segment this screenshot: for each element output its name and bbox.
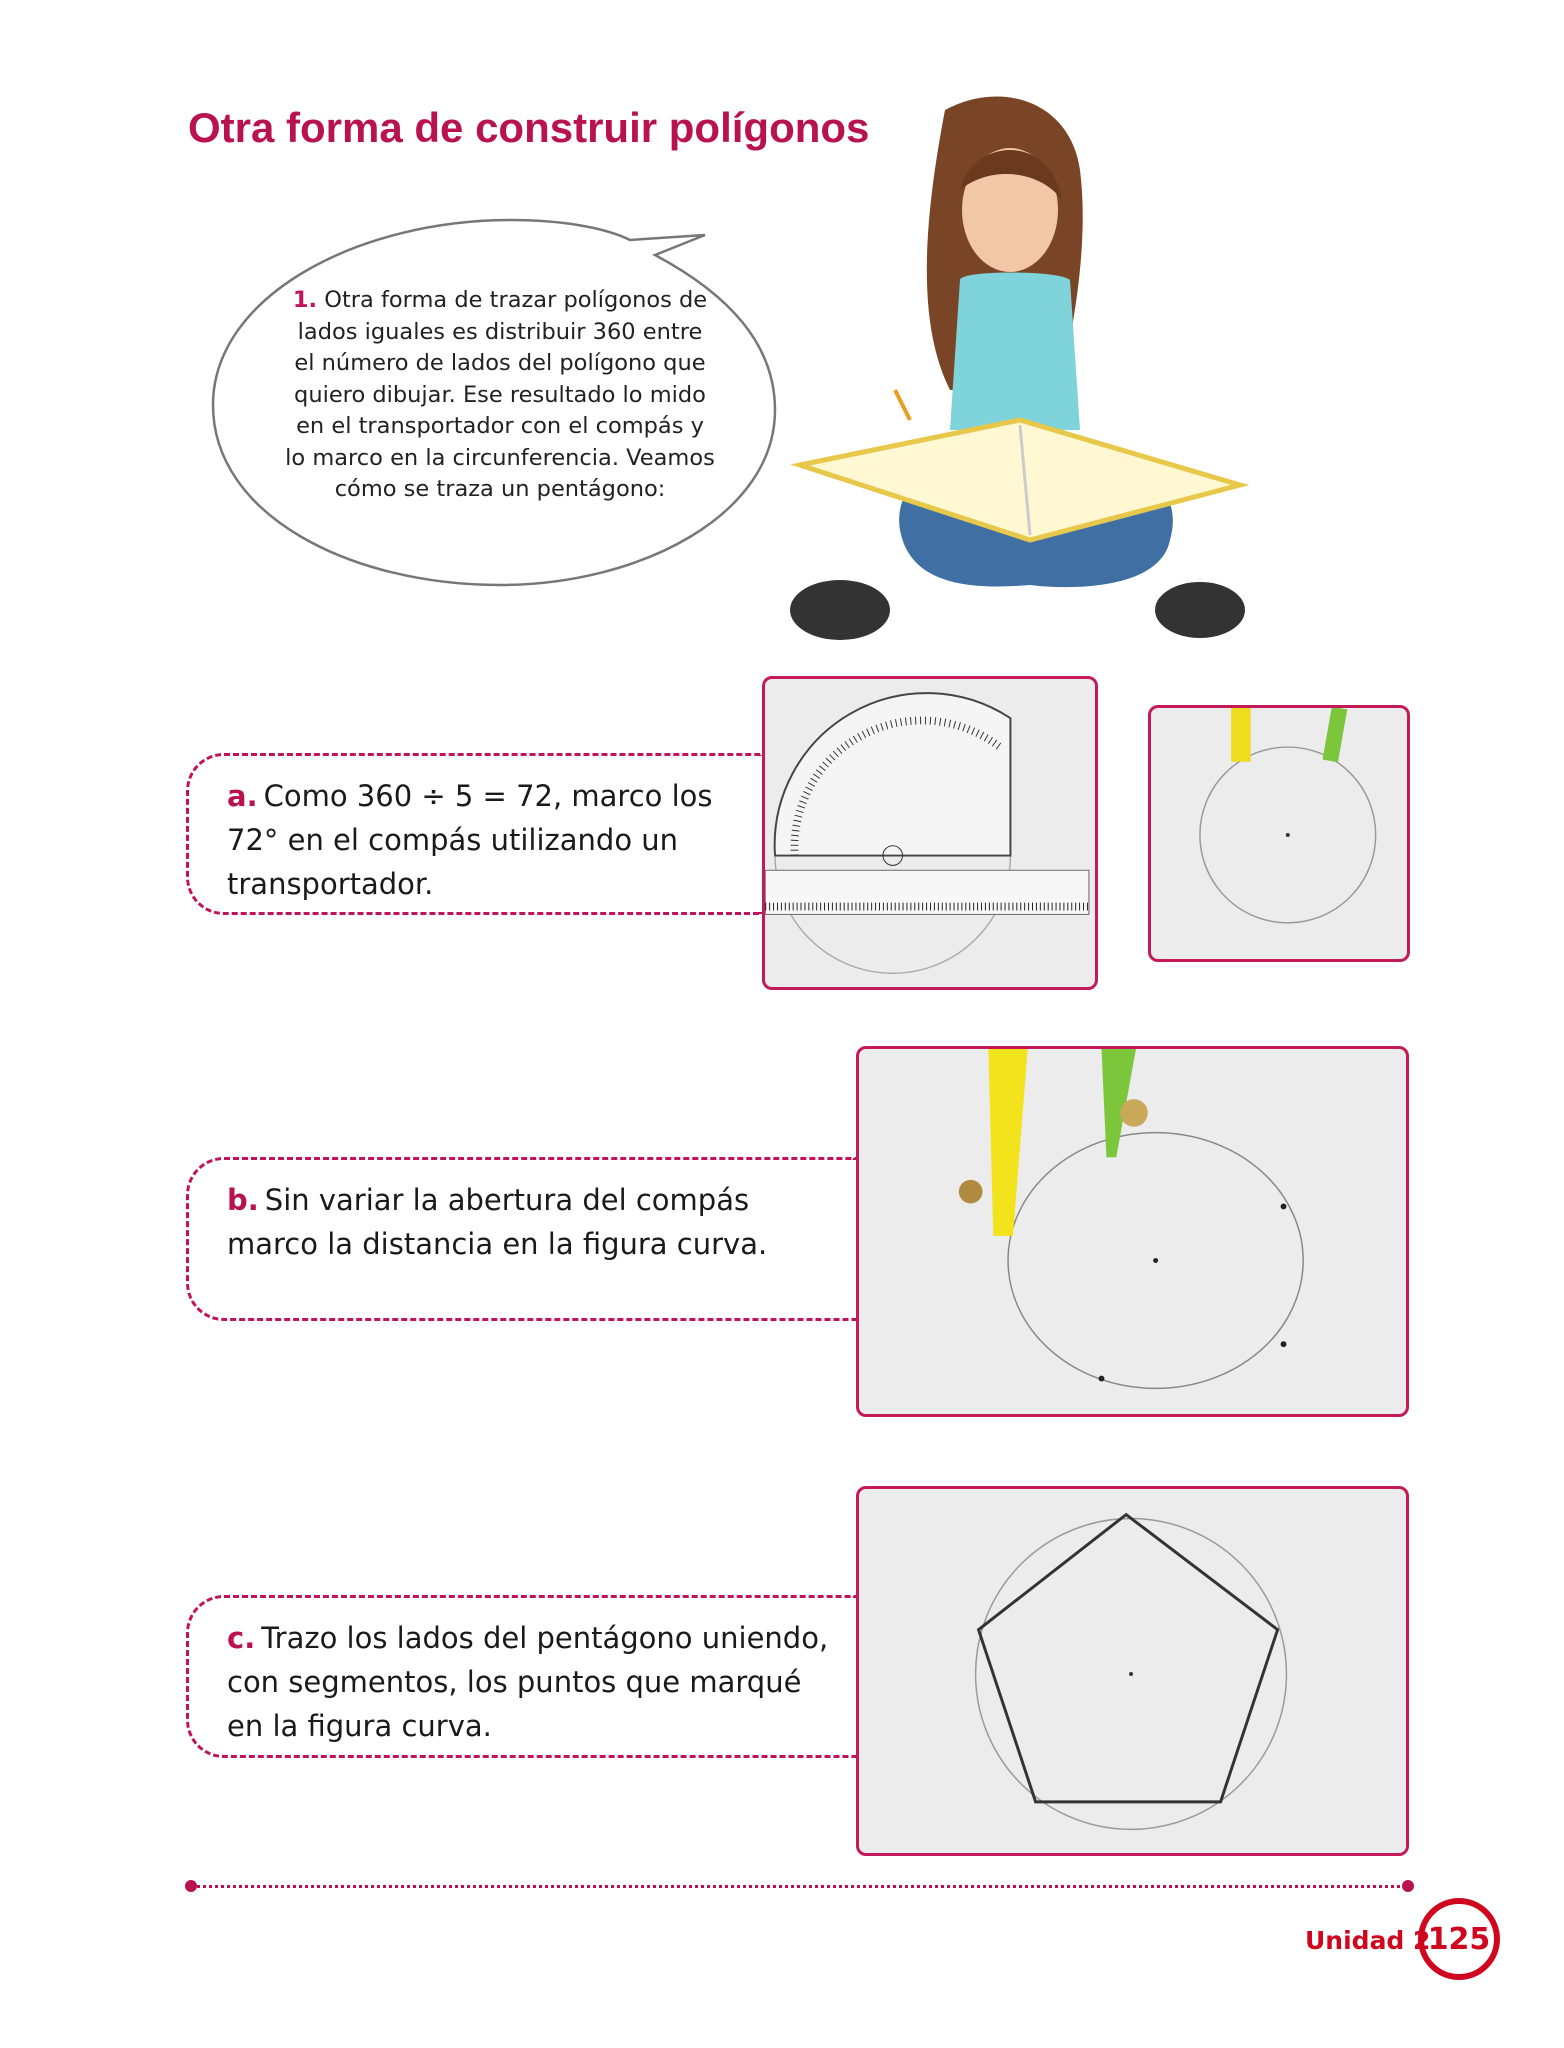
unit-label: Unidad 2 (1305, 1926, 1431, 1955)
protractor-photo (762, 676, 1098, 990)
girl-reading-illustration (770, 90, 1290, 670)
step-a (186, 753, 762, 915)
step-text: Sin variar la abertura del compás marco la distancia en la figura curva. (227, 1183, 768, 1261)
footer-divider (190, 1885, 1408, 1888)
step-text: Como 360 ÷ 5 = 72, marco los 72° en el compás utilizando un transportador. (227, 779, 713, 901)
page-title: Otra forma de construir polígonos (188, 104, 870, 151)
compass-photo (1148, 705, 1410, 962)
intro-body: Otra forma de trazar polígonos de lados iguales es distribuir 360 entre el número de lados del polígono que quiero dibujar. Ese resultado lo mido en el transportador con el compás y lo marco en la circunferencia. Veamos cómo se traza un pentágono: (285, 287, 715, 502)
compass-marking-photo (856, 1046, 1409, 1417)
intro-number: 1. (292, 287, 318, 313)
step-letter: c. (227, 1621, 256, 1655)
intro-text (285, 285, 715, 506)
step-c (186, 1595, 856, 1758)
step-b (186, 1157, 856, 1321)
step-letter: b. (227, 1183, 259, 1217)
step-text: Trazo los lados del pentágono uniendo, con segmentos, los puntos que marqué en la figura curva. (227, 1621, 829, 1743)
pentagon-photo (856, 1486, 1409, 1856)
divider-dot (185, 1880, 197, 1892)
page-number: 125 (1418, 1898, 1500, 1980)
step-letter: a. (227, 779, 258, 813)
divider-dot (1402, 1880, 1414, 1892)
